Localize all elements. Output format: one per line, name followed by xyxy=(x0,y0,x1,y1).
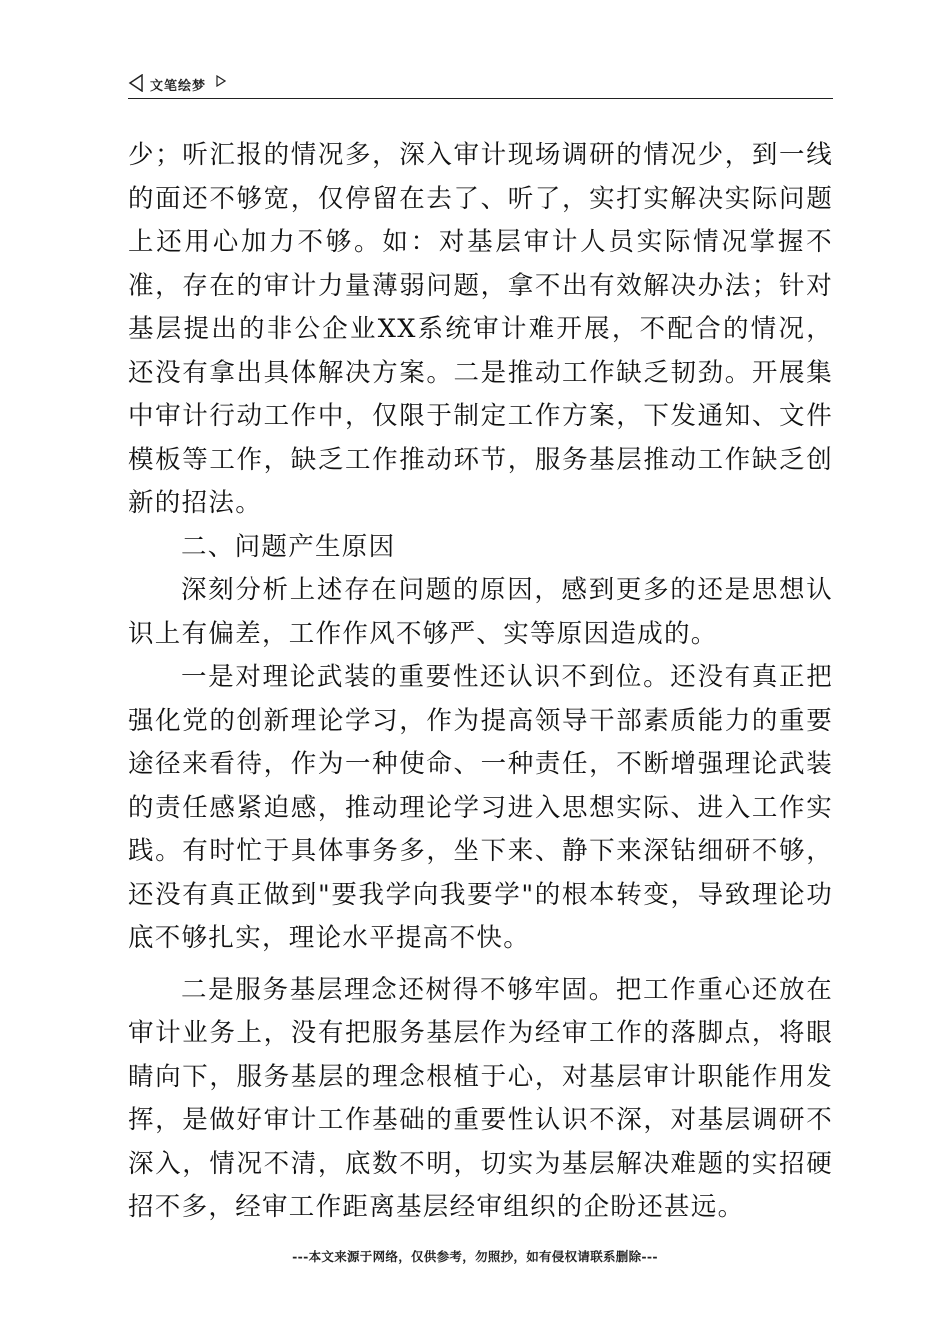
paragraph-3: 一是对理论武装的重要性还认识不到位。还没有真正把强化党的创新理论学习，作为提高领导干部素质能力的重要途径来看待，作为一种使命、一种责任，不断增强理论武装的责任感紧迫感，推动理论学习进入思想实际、进入工作实践。有时忙于具体事务多，坐下来、静下来深钻细研不够，还没有真正做到"要我学向我要学"的根本转变，导致理论功底不够扎实，理论水平提高不快。 xyxy=(128,662,833,953)
footer-disclaimer: ---本文来源于网络，仅供参考，勿照抄，如有侵权请联系删除--- xyxy=(292,1249,658,1264)
document-body xyxy=(128,134,833,1230)
section-heading: 二、问题产生原因 xyxy=(181,531,396,562)
paragraph-2: 深刻分析上述存在问题的原因，感到更多的还是思想认识上有偏差，工作作风不够严、实等原因造成的。 xyxy=(128,575,833,649)
page-header xyxy=(128,72,833,99)
paragraph-1: 少；听汇报的情况多，深入审计现场调研的情况少，到一线的面还不够宽，仅停留在去了、听了，实打实解决实际问题上还用心加力不够。如：对基层审计人员实际情况掌握不准，存在的审计力量薄弱问题，拿不出有效解决办法；针对基层提出的非公企业XX系统审计难开展，不配合的情况，还没有拿出具体解决方案。二是推动工作缺乏韧劲。开展集中审计行动工作中，仅限于制定工作方案，下发通知、文件模板等工作，缺乏工作推动环节，服务基层推动工作缺乏创新的招法。 xyxy=(128,140,833,518)
header-title: 文笔绘梦 xyxy=(150,79,207,94)
left-triangle-icon xyxy=(128,74,144,92)
right-triangle-icon xyxy=(216,75,226,87)
paragraph-4: 二是服务基层理念还树得不够牢固。把工作重心还放在审计业务上，没有把服务基层作为经审工作的落脚点，将眼睛向下，服务基层的理念根植于心，对基层审计职能作用发挥，是做好审计工作基础的重要性认识不深，对基层调研不深入，情况不清，底数不明，切实为基层解决难题的实招硬招不多，经审工作距离基层经审组织的企盼还甚远。 xyxy=(128,974,833,1222)
